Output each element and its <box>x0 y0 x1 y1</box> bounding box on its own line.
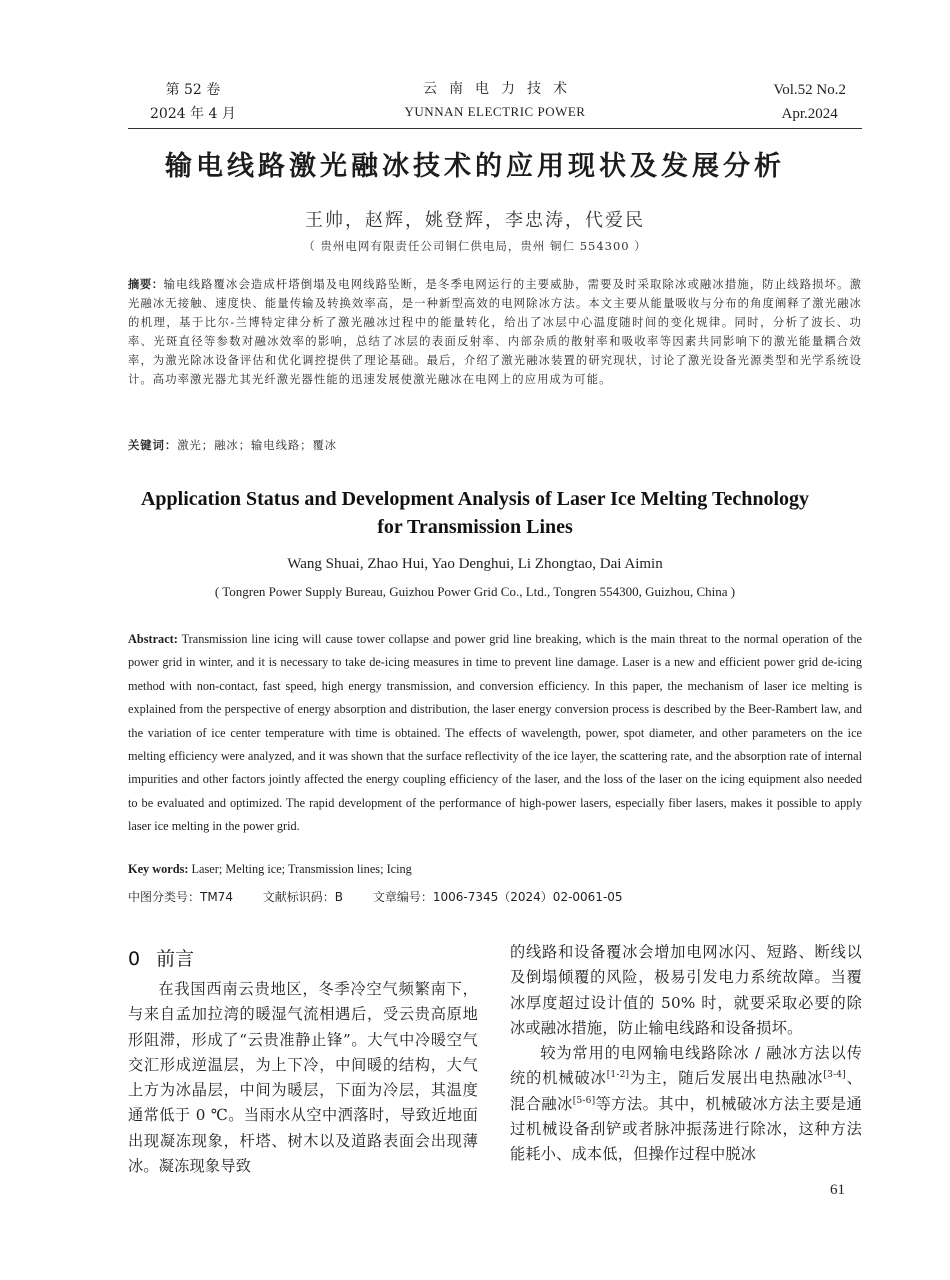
keywords-en <box>128 862 862 877</box>
document-code: 文献标识码：B <box>262 890 344 904</box>
paper-title-cn: 输电线路激光融冰技术的应用现状及发展分析 <box>165 151 785 182</box>
abstract-en <box>128 628 862 839</box>
volume-en: Vol.52 No.2 <box>773 82 846 98</box>
abstract-cn <box>128 275 862 389</box>
section-heading <box>128 944 194 971</box>
body-text: 等方法。其中，机械破冰方法主要是通过机械设备刮铲或者脉冲振荡进行除冰，这种方法能耗小、成本低，但操作过程中脱冰 <box>510 1094 862 1164</box>
keywords-en-label: Key words: <box>128 862 189 876</box>
authors-en: Wang Shuai, Zhao Hui, Yao Denghui, Li Zhongtao, Dai Aimin <box>287 556 663 572</box>
body-paragraph: 在我国西南云贵地区，冬季冷空气频繁南下，与来自孟加拉湾的暖湿气流相遇后，受云贵高原地形阻滞，形成了“云贵准静止锋”。大气中冷暖空气交汇形成逆温层，为上下冷，中间暖的结构，大气上方为冰晶层，中间为暖层，下面为冷层，其温度通常低于 0 ℃。当雨水从空中洒落时，导致近地面出现凝冻现象，杆塔、树木以及道路表面会出现薄冰。凝冻现象导致 <box>128 980 478 1176</box>
section-title: 前言 <box>156 948 195 970</box>
body-column-right <box>510 940 862 1168</box>
clc-number: 中图分类号：TM74 <box>128 890 233 904</box>
volume-cn: 第 52 卷 <box>165 82 221 98</box>
keywords-cn-text: 激光；融冰；输电线路；覆冰 <box>177 439 338 452</box>
page-number: 61 <box>830 1182 845 1198</box>
paper-title-en-line1: Application Status and Development Analysis of Laser Ice Melting Technology <box>140 488 810 510</box>
body-column-left <box>128 977 478 1179</box>
section-number: 0 <box>128 948 141 970</box>
paper-title-en-line2: for Transmission Lines <box>377 516 573 538</box>
body-text: 、混合融冰 <box>510 1069 862 1113</box>
header-right <box>773 78 846 126</box>
journal-name-en: YUNNAN ELECTRIC POWER <box>404 104 586 119</box>
keywords-en-text: Laser; Melting ice; Transmission lines; Icing <box>191 862 412 876</box>
abstract-cn-label: 摘要： <box>128 278 164 291</box>
body-paragraph: 的线路和设备覆冰会增加电网冰闪、短路、断线以及倒塌倾覆的风险，极易引发电力系统故障。当覆冰厚度超过设计值的 50% 时，就要采取必要的除冰或融冰措施，防止输电线路和设备损坏。 <box>510 943 862 1037</box>
citation-ref: [1-2] <box>606 1070 630 1081</box>
header-center <box>128 78 862 124</box>
abstract-cn-text: 输电线路覆冰会造成杆塔倒塌及电网线路坠断，是冬季电网运行的主要威胁，需要及时采取除冰或融冰措施，防止线路损坏。激光融冰无接触、速度快、能量传输及转换效率高，是一种新型高效的电网除冰方法。本文主要从能量吸收与分布的角度阐释了激光融冰的机理，基于比尔-兰博特定律分析了激光融冰过程中的能量转化，给出了冰层中心温度随时间的变化规律。同时，分析了波长、功率、光斑直径等参数对融冰效率的影响，总结了冰层的表面反射率、内部杂质的散射率和吸收率等因素共同影响下的激光能量耦合效率，为激光除冰设备评估和优化调控提供了理论基础。最后，介绍了激光融冰装置的研究现状，讨论了激光设备光源类型和光学系统设计。高功率激光器尤其光纤激光器性能的迅速发展使激光融冰在电网上的应用成为可能。 <box>128 278 862 386</box>
citation-ref: [3-4] <box>823 1070 846 1081</box>
authors-cn: 王帅，赵辉，姚登辉，李忠涛，代爱民 <box>305 210 645 231</box>
affiliation-cn: （ 贵州电网有限责任公司铜仁供电局，贵州 铜仁 554300 ） <box>303 239 647 253</box>
date-en: Apr.2024 <box>781 106 838 122</box>
article-number: 文章编号：1006-7345（2024）02-0061-05 <box>372 890 623 904</box>
abstract-en-text: Transmission line icing will cause tower collapse and power grid line breaking, which is the main threat to the normal operation of the power grid in winter, and it is necessary to take de-icing measures in time to prevent line damage. Laser is a new and efficient power grid de-icing method with non-contact, fast speed, high energy transmission, and conversion efficiency. In this paper, the mechanism of laser ice melting is explained from the perspective of energy absorption and distribution, the laser energy conversion process is described by the Beer-Rambert law, and the variation of ice center temperature with time is obtained. The effects of wavelength, power, spot diameter, and other parameters on the ice melting efficiency were analyzed, and it was shown that the surface reflectivity of the ice layer, the scattering rate, and the absorption rate of internal impurities and other factors jointly affected the energy coupling efficiency of the laser, and the loss of the laser on the icing equipment also needed to be evaluated and optimized. The rapid development of the performance of high-power lasers, especially fiber lasers, makes it possible to apply laser ice melting in the power grid. <box>128 632 862 834</box>
paper-title-en <box>0 485 950 541</box>
journal-header <box>128 78 862 129</box>
body-text: 为主，随后发展出电热融冰 <box>629 1069 824 1088</box>
classification-line <box>128 888 862 905</box>
abstract-en-label: Abstract: <box>128 632 178 646</box>
keywords-cn-label: 关键词： <box>128 439 178 452</box>
body-paragraph <box>510 1041 862 1167</box>
keywords-cn <box>128 437 862 453</box>
journal-name-cn: 云南电力技术 <box>423 81 579 97</box>
citation-ref: [5-6] <box>572 1095 596 1106</box>
body-text: 较为常用的电网输电线路除冰 / 融冰方法以传统的机械破冰 <box>510 1044 862 1088</box>
affiliation-en: ( Tongren Power Supply Bureau, Guizhou Power Grid Co., Ltd., Tongren 554300, Guizhou, China ) <box>214 584 736 599</box>
date-cn: 2024 年 4 月 <box>150 106 236 122</box>
